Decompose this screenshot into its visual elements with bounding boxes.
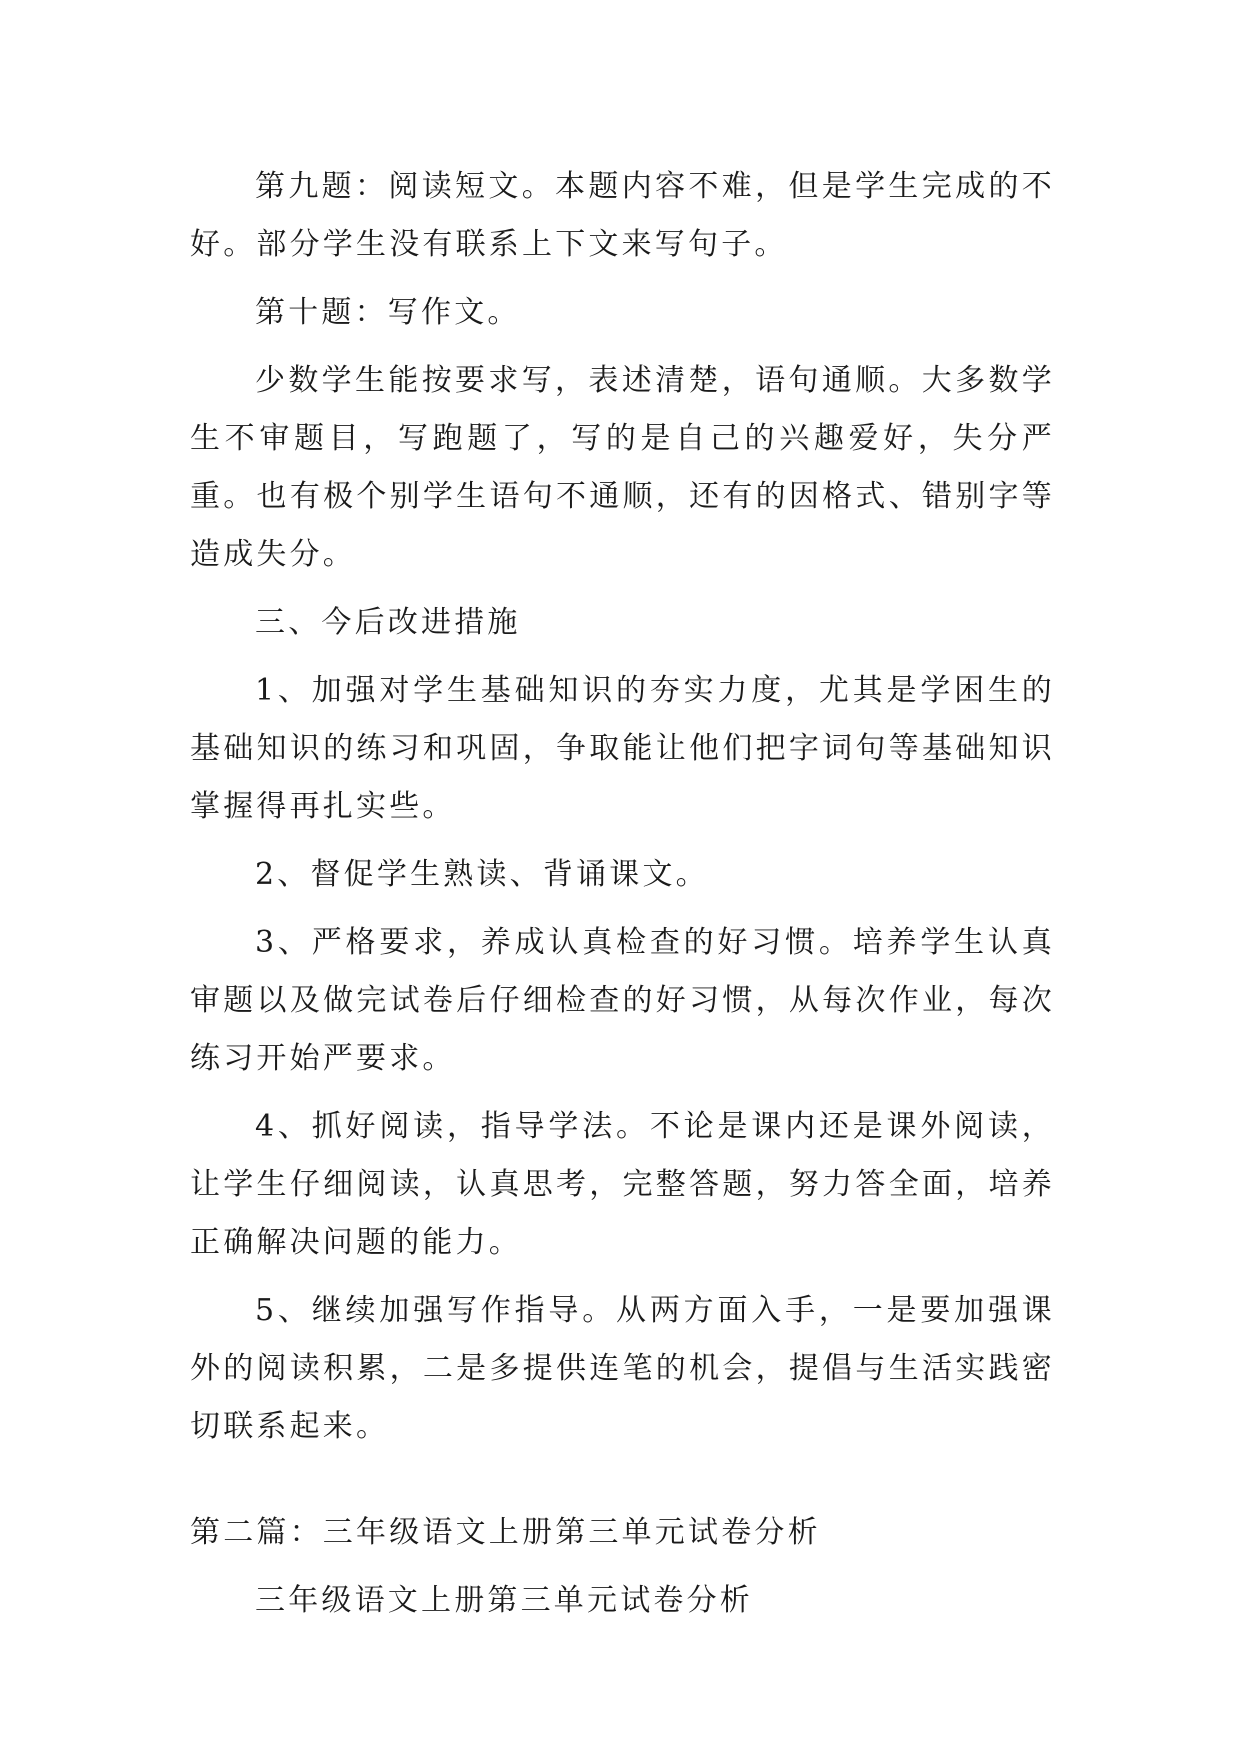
paragraph-measure-2: 2、督促学生熟读、背诵课文。	[255, 857, 709, 892]
paragraph-measure-4: 4、抓好阅读，指导学法。不论是课内还是课外阅读，让学生仔细阅读，认真思考，完整答题，努力答全面，培养正确解决问题的能力。	[190, 1109, 1055, 1260]
section-title: 第二篇：三年级语文上册第三单元试卷分析	[190, 1515, 821, 1550]
document-body	[190, 158, 1055, 1640]
paragraph-question-ten: 第十题：写作文。	[255, 295, 521, 330]
paragraph-measure-1: 1、加强对学生基础知识的夯实力度，尤其是学困生的基础知识的练习和巩固，争取能让他们把字词句等基础知识掌握得再扎实些。	[190, 673, 1055, 824]
heading-improvement-measures: 三、今后改进措施	[255, 605, 521, 640]
paragraph-measure-5: 5、继续加强写作指导。从两方面入手，一是要加强课外的阅读积累，二是多提供连笔的机会，提倡与生活实践密切联系起来。	[190, 1293, 1055, 1444]
paragraph-question-nine: 第九题：阅读短文。本题内容不难，但是学生完成的不好。部分学生没有联系上下文来写句子。	[190, 169, 1055, 262]
paragraph-measure-3: 3、严格要求，养成认真检查的好习惯。培养学生认真审题以及做完试卷后仔细检查的好习惯，从每次作业，每次练习开始严要求。	[190, 925, 1055, 1076]
paragraph-writing-analysis: 少数学生能按要求写，表述清楚，语句通顺。大多数学生不审题目，写跑题了，写的是自己的兴趣爱好，失分严重。也有极个别学生语句不通顺，还有的因格式、错别字等造成失分。	[190, 363, 1055, 572]
section-subtitle: 三年级语文上册第三单元试卷分析	[255, 1583, 753, 1618]
